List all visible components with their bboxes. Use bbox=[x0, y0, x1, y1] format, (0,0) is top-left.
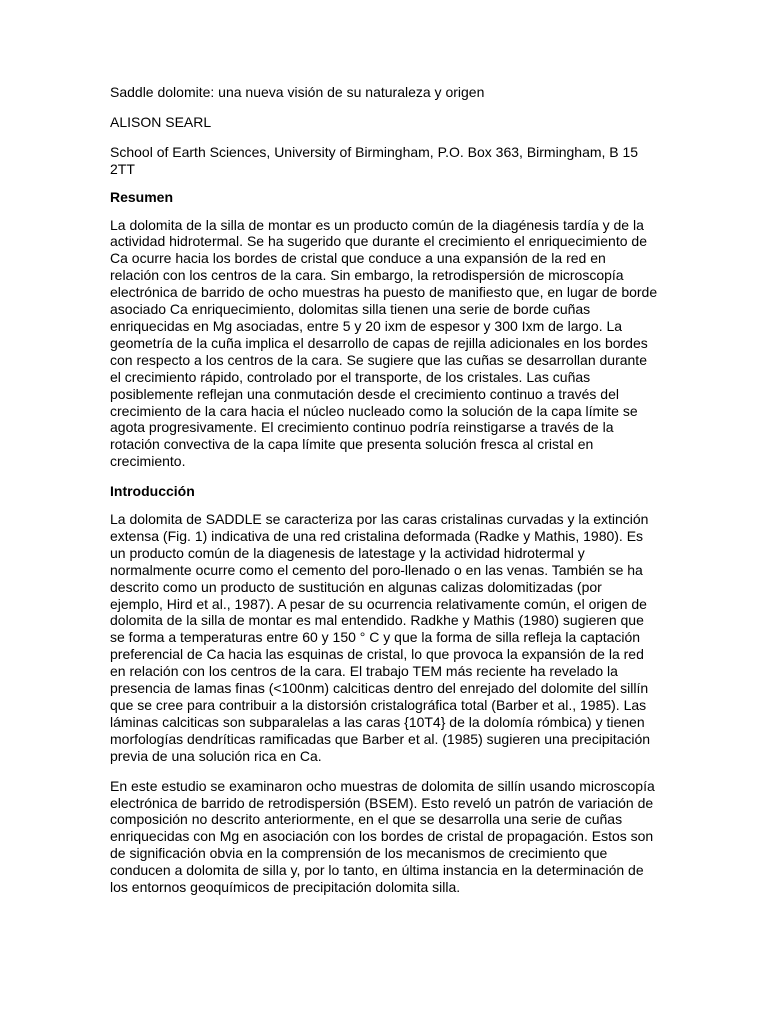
introduction-heading: Introducción bbox=[110, 483, 195, 500]
introduction-paragraph-2: En este estudio se examinaron ocho muestras de dolomita de sillín usando microscopía electrónica de barrido de retrodispersión (BSEM). Esto reveló un patrón de variación de composición no descrito anteriormente, en el que se desarrolla una serie de cuñas enriquecidas con Mg en asociación con los bordes de cristal de propagación. Estos son de significación obvia en la comprensión de los mecanismos de crecimiento que conducen a dolomita de silla y, por lo tanto, en última instancia en la determinación de los entornos geoquímicos de precipitación dolomita silla. bbox=[110, 777, 655, 896]
document-title: Saddle dolomite: una nueva visión de su naturaleza y origen bbox=[110, 84, 485, 100]
abstract-heading: Resumen bbox=[110, 188, 174, 205]
introduction-paragraph-1: La dolomita de SADDLE se caracteriza por las caras cristalinas curvadas y la extinción extensa (Fig. 1) indicativa de una red cristalina deformada (Radke y Mathis, 1980). Es un producto común de la diagenesis de latestage y la actividad hidrotermal y normalmente ocurre como el cemento del poro-llenado o en las venas. También se ha descrito como un producto de sustitución en algunas calizas dolomitizadas (por ejemplo, Hird et al., 1987). A pesar de su ocurrencia relativamente común, el origen de dolomita de la silla de montar es mal entendido. Radkhe y Mathis (1980) sugieren que se forma a temperaturas entre 60 y 150 ° C y que la forma de silla refleja la captación preferencial de Ca hacia las esquinas de cristal, lo que provoca la expansión de la red en relación con los centros de la cara. El trabajo TEM más reciente ha revelado la presencia de lamas finas (<100nm) calciticas dentro del enrejado del dolomite del sillín que se cree para contribuir a la distorsión cristalográfica total (Barber et al., 1985). Las láminas calciticas son subparalelas a las caras {10T4} de la dolomía rómbica) y tienen morfologías dendríticas ramificadas que Barber et al. (1985) sugieren una precipitación previa de una solución rica en Ca. bbox=[110, 511, 651, 764]
abstract-paragraph: La dolomita de la silla de montar es un producto común de la diagénesis tardía y de la actividad hidrotermal. Se ha sugerido que durante el crecimiento el enriquecimiento de Ca ocurre hacia los bordes de cristal que conduce a una expansión de la red en relación con los centros de la cara. Sin embargo, la retrodispersión de microscopía electrónica de barrido de ocho muestras ha puesto de manifiesto que, en lugar de borde asociado Ca enriquecimiento, dolomitas silla tienen una serie de borde cuñas enriquecidas en Mg asociadas, entre 5 y 20 ixm de espesor y 300 Ixm de largo. La geometría de la cuña implica el desarrollo de capas de rejilla adicionales en los bordes con respecto a los centros de la cara. Se sugiere que las cuñas se desarrollan durante el crecimiento rápido, controlado por el transporte, de los cristales. Las cuñas posiblemente reflejan una conmutación desde el crecimiento continuo a través del crecimiento de la cara hacia el núcleo nucleado como la solución de la capa límite se agota progresivamente. El crecimiento continuo podría reinstigarse a través de la rotación convectiva de la capa límite que presenta solución fresca al cristal en crecimiento. bbox=[110, 216, 658, 470]
author-affiliation: School of Earth Sciences, University of Birmingham, P.O. Box 363, Birmingham, B 15 2TT bbox=[110, 143, 639, 177]
document-page bbox=[110, 84, 658, 909]
author-name: ALISON SEARL bbox=[110, 113, 212, 130]
